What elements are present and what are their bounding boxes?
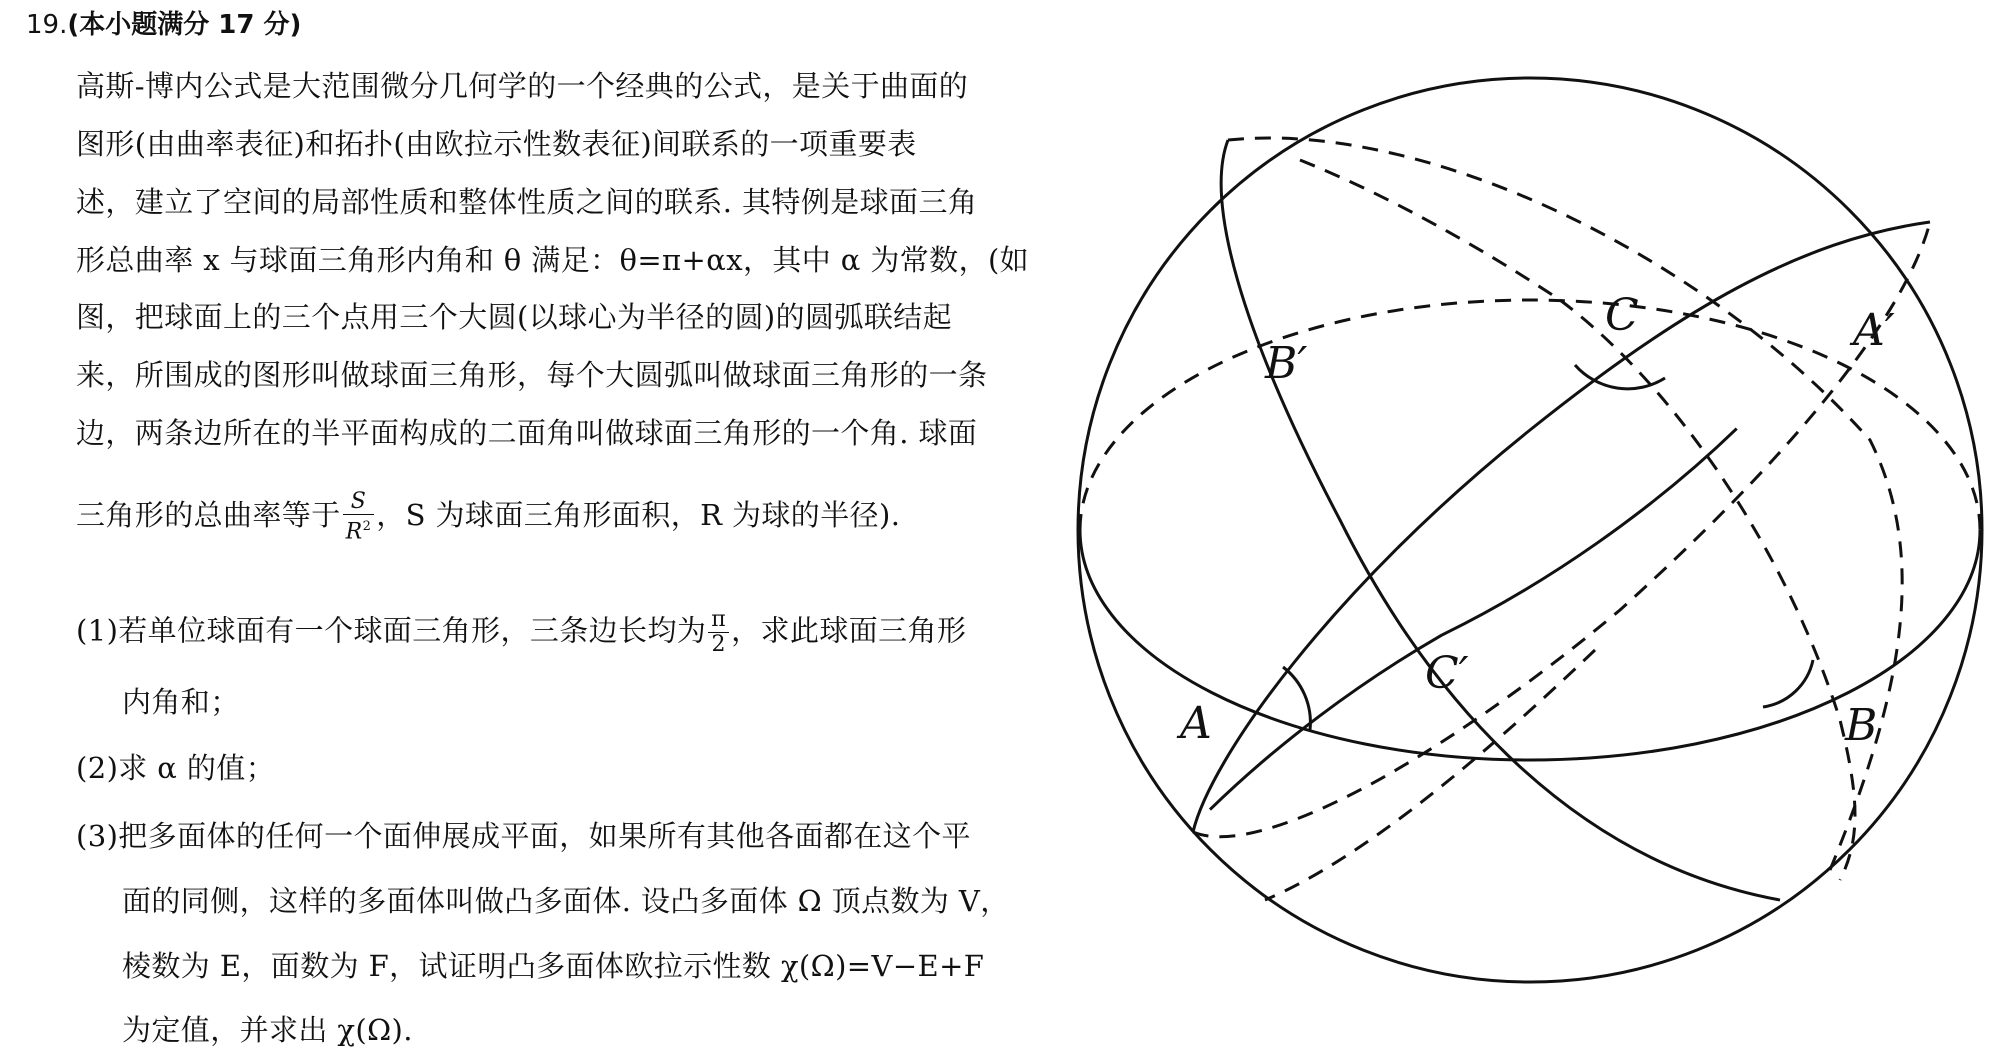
intro-line-1: 高斯-博内公式是大范围微分几何学的一个经典的公式，是关于曲面的	[76, 69, 969, 103]
question-number: 19.	[26, 10, 68, 40]
intro-line-4: 形总曲率 x 与球面三角形内角和 θ 满足：θ=π+αx，其中 α 为常数，(如	[76, 243, 1030, 277]
intro-line-7: 边，两条边所在的半平面构成的二面角叫做球面三角形的一个角. 球面	[76, 416, 978, 450]
great-circle-2-solid-arc	[1193, 222, 1930, 832]
question-header	[26, 8, 301, 42]
great-circle-2-dashed-arc	[1193, 222, 1930, 837]
part-3-line-1: (3)把多面体的任何一个面伸展成平面，如果所有其他各面都在这个平	[76, 819, 971, 853]
great-circle-1-solid-arc	[1221, 140, 1780, 900]
part-1-before: (1)若单位球面有一个球面三角形，三条边长均为	[76, 613, 707, 648]
angle-mark-a	[1283, 667, 1310, 730]
part-1-after: ，求此球面三角形	[731, 613, 967, 648]
part-1-line-2: 内角和；	[122, 685, 240, 719]
intro-line-3: 述，建立了空间的局部性质和整体性质之间的联系. 其特例是球面三角	[76, 185, 978, 219]
sphere-diagram	[1070, 60, 2000, 1050]
great-circle-3-dashed-arc	[1560, 300, 1855, 880]
part-1-line-1	[76, 608, 966, 657]
fraction-denominator: $R^2$	[345, 519, 372, 545]
equator-back	[1080, 300, 1980, 530]
fraction-numerator: S	[343, 490, 375, 515]
label-a: A	[1180, 698, 1212, 749]
intro-line-2: 图形(由曲率表征)和拓扑(由欧拉示性数表征)间联系的一项重要表	[76, 127, 917, 161]
great-circle-1-front	[1202, 425, 1745, 813]
label-b: B	[1845, 700, 1878, 751]
fraction-denominator: 2	[711, 632, 726, 657]
part-3-line-3: 棱数为 E，面数为 F，试证明凸多面体欧拉示性数 χ(Ω)=V−E+F	[122, 949, 985, 983]
label-c-prime: C′	[1425, 648, 1469, 699]
label-c: C	[1605, 290, 1639, 341]
fraction-numerator: π	[708, 608, 729, 633]
sphere-outline	[1078, 78, 1982, 982]
part-3-line-2: 面的同侧，这样的多面体叫做凸多面体. 设凸多面体 Ω 顶点数为 V，	[122, 884, 1010, 918]
intro-line-5: 图，把球面上的三个点用三个大圆(以球心为半径的圆)的圆弧联结起	[76, 300, 953, 334]
curvature-fraction	[343, 490, 375, 544]
label-b-prime: B′	[1265, 338, 1308, 389]
angle-mark-b	[1763, 660, 1813, 707]
label-a-prime: A′	[1853, 305, 1895, 356]
spherical-triangle-figure	[1070, 60, 2000, 1050]
part-3-line-4: 为定值，并求出 χ(Ω).	[122, 1013, 413, 1047]
intro-line-6: 来，所围成的图形叫做球面三角形，每个大圆弧叫做球面三角形的一条	[76, 358, 988, 392]
intro-line-8-before: 三角形的总曲率等于	[76, 498, 341, 533]
question-title: (本小题满分 17 分)	[67, 10, 302, 40]
intro-line-8-after: ，S 为球面三角形面积，R 为球的半径).	[376, 498, 901, 533]
arc-length-fraction	[708, 608, 729, 657]
intro-line-8	[76, 490, 900, 544]
great-circle-3-dashed-upper	[1300, 160, 1560, 300]
part-2: (2)求 α 的值；	[76, 751, 276, 785]
